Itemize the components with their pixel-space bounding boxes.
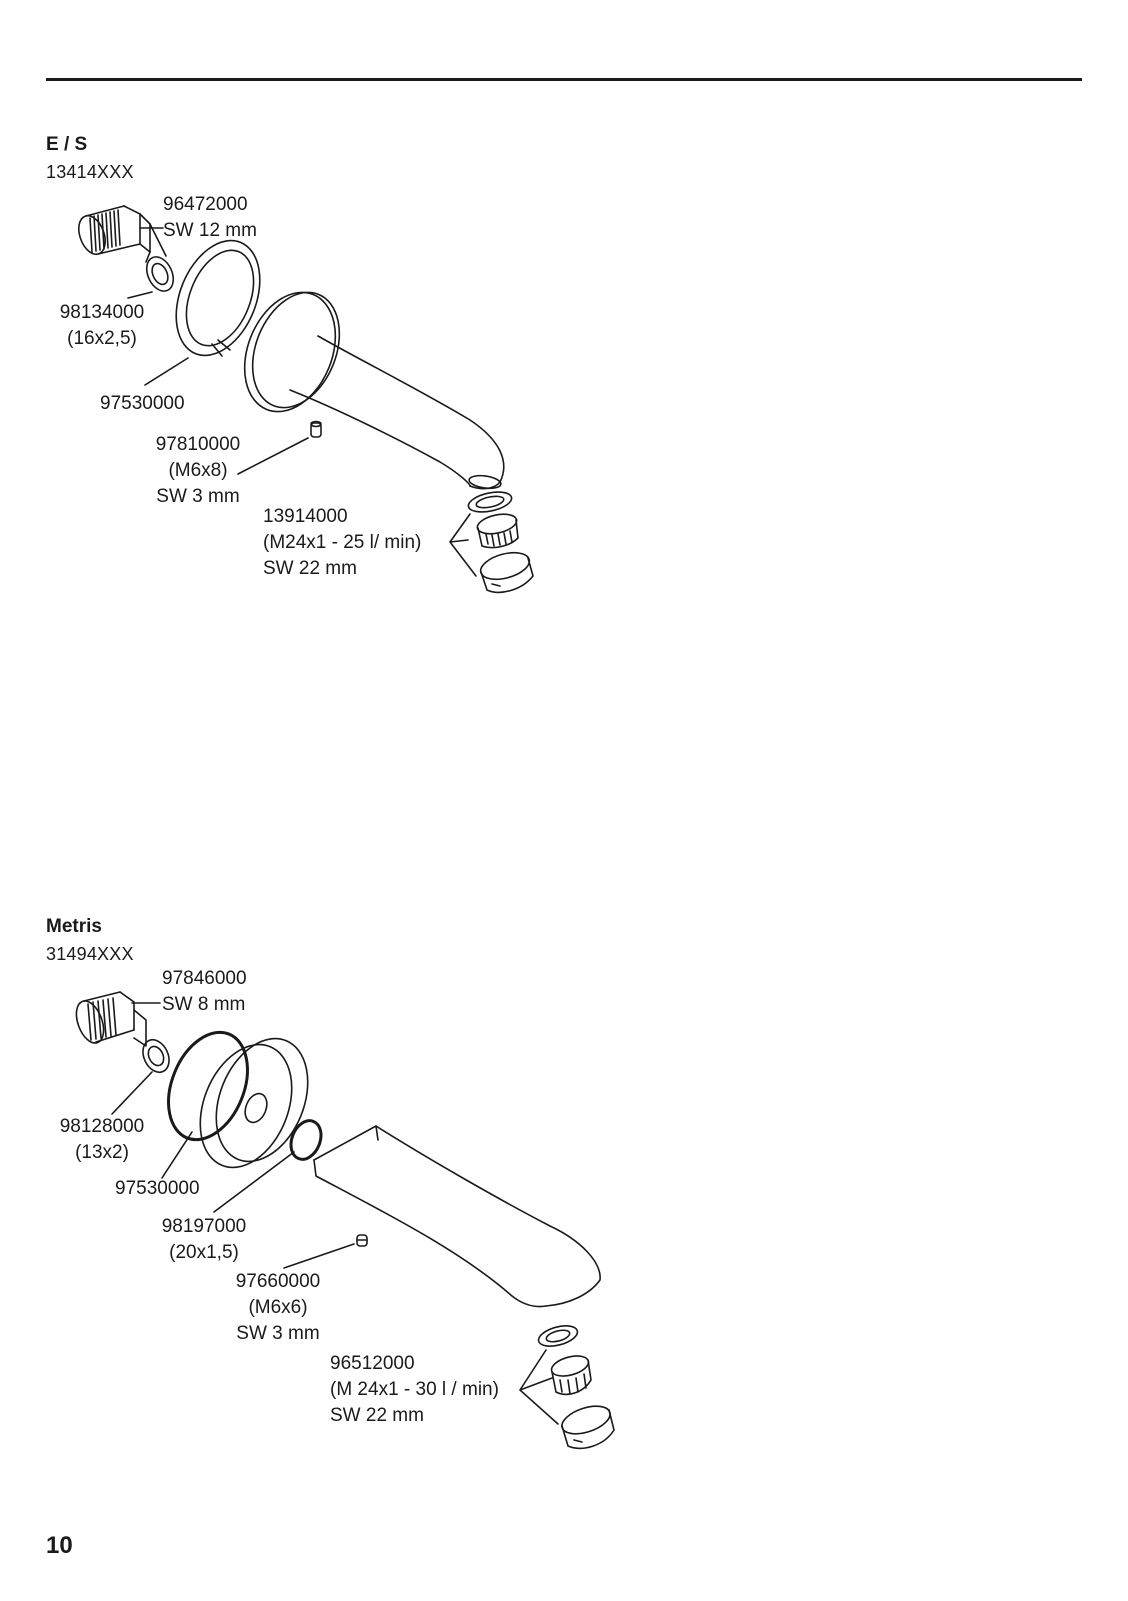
model-number-metris: 31494XXX [46, 944, 134, 964]
leader-97810000 [238, 438, 308, 474]
part-label-97530000-es: 97530000 [100, 393, 185, 414]
leader-96512000 [520, 1350, 558, 1424]
part-label-97846000: 97846000 SW 8 mm [162, 968, 247, 1015]
part-label-96472000: 96472000 SW 12 mm [163, 194, 257, 241]
section-title-metris: Metris [46, 916, 102, 937]
part-label-97810000: 97810000 (M6x8) SW 3 mm [155, 434, 241, 507]
leader-97530000-es [145, 358, 188, 385]
page-number: 10 [46, 1532, 73, 1559]
metris-spout-assembly-drawing [71, 992, 614, 1448]
leader-13914000 [450, 514, 476, 576]
leader-97660000 [284, 1244, 354, 1268]
leader-98128000 [112, 1072, 152, 1114]
part-label-97660000: 97660000 (M6x6) SW 3 mm [235, 1271, 321, 1344]
metris-grub-screw [357, 1235, 367, 1246]
part-label-98128000: 98128000 (13x2) [59, 1116, 145, 1163]
metris-o-ring [154, 1021, 263, 1152]
metris-spout-body [314, 1126, 600, 1307]
part-label-13914000: 13914000 (M24x1 - 25 l/ min) SW 22 mm [263, 506, 422, 579]
es-aerator-parts [467, 489, 533, 593]
part-label-98134000: 98134000 (16x2,5) [59, 302, 145, 349]
es-spout-assembly-drawing [74, 206, 533, 592]
metris-aerator-parts [536, 1322, 614, 1448]
es-split-ring [160, 228, 275, 368]
section-title-es: E / S [46, 134, 88, 155]
es-threaded-connector [74, 206, 179, 295]
part-label-96512000: 96512000 (M 24x1 - 30 l / min) SW 22 mm [330, 1353, 499, 1426]
leader-98134000 [128, 292, 152, 298]
es-grub-screw [311, 422, 321, 438]
leader-97530000-metris [162, 1132, 192, 1178]
part-label-98197000: 98197000 (20x1,5) [161, 1216, 247, 1263]
metris-threaded-connector [71, 992, 174, 1076]
metris-rosette [183, 1025, 325, 1181]
part-label-97530000-metris: 97530000 [115, 1178, 200, 1199]
model-number-es: 13414XXX [46, 162, 134, 182]
